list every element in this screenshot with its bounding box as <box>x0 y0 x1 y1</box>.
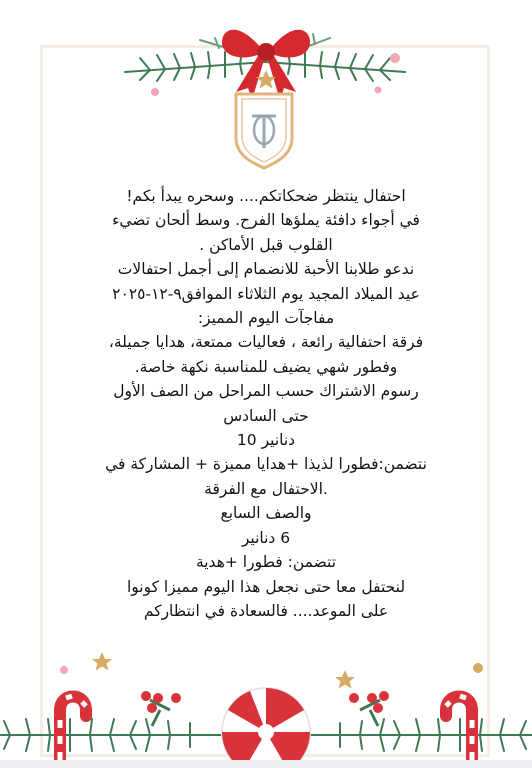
invitation-line: عيد الميلاد المجيد يوم الثلاثاء الموافق٩-١٢-٢٠٢٥ <box>112 284 420 303</box>
invitation-line: دنانير 10 <box>236 431 296 450</box>
monogram-crest-icon <box>228 88 300 170</box>
invitation-line: لنحتفل معا حتى نجعل هذا اليوم مميزا كونوا <box>126 577 406 596</box>
invitation-line: نتضمن:فطورا لذيذا +هدايا مميزة + المشاركة في <box>105 455 427 474</box>
invitation-line: وفطور شهي يضيف للمناسبة نكهة خاصة. <box>134 357 398 376</box>
berry-icon <box>60 666 68 674</box>
invitation-line: في أجواء دافئة يملؤها الفرح. وسط ألحان تضيء <box>112 211 420 230</box>
invitation-line: على الموعد.... فالسعادة في انتظاركم <box>143 601 389 620</box>
invitation-line: مفاجآت اليوم المميز: <box>197 309 335 328</box>
bottom-band <box>0 760 532 768</box>
gold-star-icon <box>92 652 355 689</box>
invitation-line: حتى السادس <box>223 406 309 425</box>
invitation-text <box>60 184 472 623</box>
invitation-line: .الاحتفال مع الفرقة <box>204 479 328 498</box>
invitation-line: رسوم الاشتراك حسب المراحل من الصف الأول <box>113 382 419 401</box>
invitation-line: احتفال ينتظر ضحكاتكم.... وسحره يبدأ بكم! <box>126 187 406 205</box>
invitation-line: فرقة احتفالية رائعة ، فعاليات ممتعة، هدايا جميلة، <box>108 333 424 352</box>
invitation-line: القلوب قبل الأماكن . <box>199 235 333 254</box>
berry-icon <box>473 663 483 673</box>
invitation-line: 6 دنانير <box>241 528 291 547</box>
invitation-line: ندعو طلابنا الأحبة للانضمام إلى أجمل احتفالات <box>117 260 415 279</box>
invitation-line: تتضمن: فطورا +هدية <box>195 553 337 572</box>
invitation-line: والصف السابع <box>220 504 312 523</box>
bottom-garland <box>0 640 532 768</box>
peppermint-candy-icon <box>222 688 310 768</box>
